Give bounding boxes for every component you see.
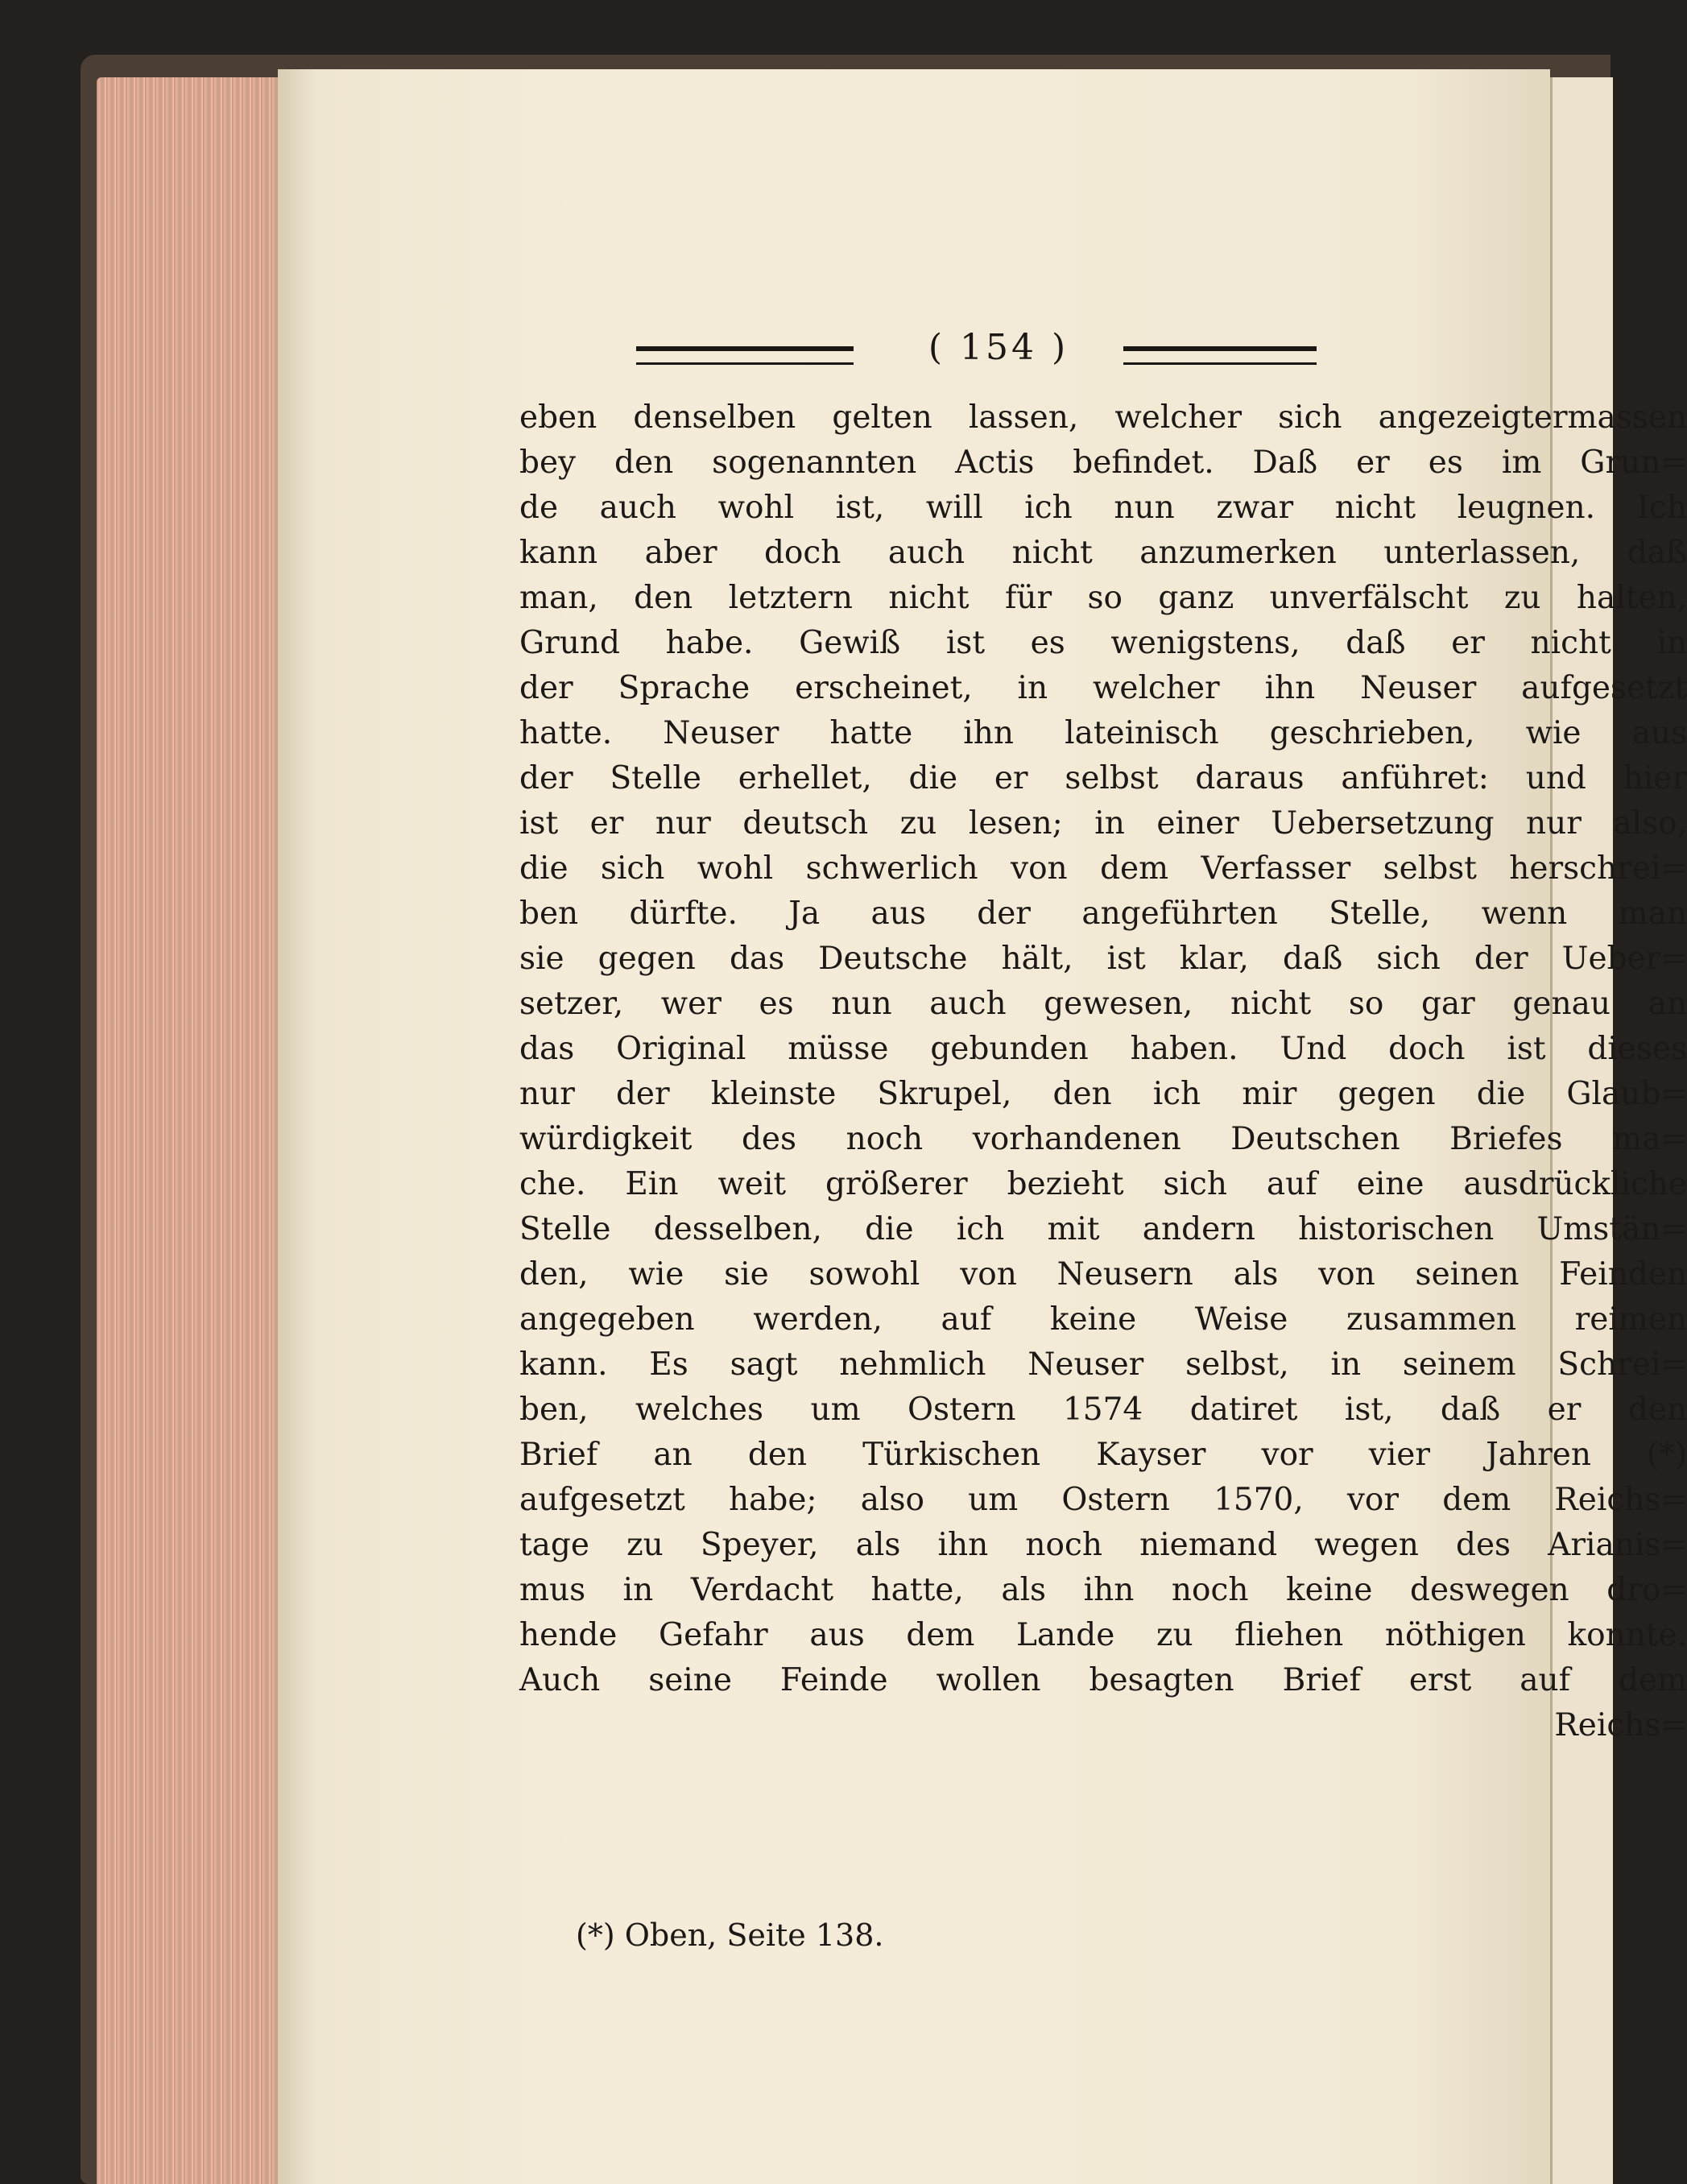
text-line: Auch seine Feinde wollen besagten Brief erst auf dem bbox=[519, 1662, 1687, 1698]
text-line: de auch wohl ist, will ich nun zwar nicht leugnen. Ich bbox=[519, 490, 1687, 526]
body-text bbox=[519, 395, 1687, 1748]
text-line: ben dürfte. Ja aus der angeführten Stelle, wenn man bbox=[519, 896, 1687, 932]
text-line: tage zu Speyer, als ihn noch niemand wegen des Arianis= bbox=[519, 1527, 1687, 1563]
text-line: Stelle desselben, die ich mit andern historischen Umstän= bbox=[519, 1211, 1687, 1247]
footnote: (*) Oben, Seite 138. bbox=[576, 1917, 884, 1953]
text-line: würdigkeit des noch vorhandenen Deutschen Briefes ma= bbox=[519, 1121, 1687, 1157]
text-line: man, den letztern nicht für so ganz unverfälscht zu halten, bbox=[519, 580, 1687, 616]
text-line: das Original müsse gebunden haben. Und doch ist dieses bbox=[519, 1031, 1687, 1067]
page-edges bbox=[97, 77, 290, 2184]
text-line: sie gegen das Deutsche hält, ist klar, daß sich der Ueber= bbox=[519, 941, 1687, 977]
book-page bbox=[278, 69, 1687, 2184]
text-line: bey den sogenannten Actis befindet. Daß er es im Grun= bbox=[519, 445, 1687, 481]
text-line: nur der kleinste Skrupel, den ich mir gegen die Glaub= bbox=[519, 1076, 1687, 1112]
page-header bbox=[278, 327, 1550, 383]
text-line: hende Gefahr aus dem Lande zu fliehen nöthigen konnte. bbox=[519, 1617, 1687, 1653]
text-line: angegeben werden, auf keine Weise zusammen reimen bbox=[519, 1301, 1687, 1338]
text-line: den, wie sie sowohl von Neusern als von seinen Feinden bbox=[519, 1256, 1687, 1293]
text-line: hatte. Neuser hatte ihn lateinisch geschrieben, wie aus bbox=[519, 715, 1687, 751]
page-number: ( 154 ) bbox=[928, 327, 1069, 368]
header-rule-right bbox=[1123, 346, 1317, 365]
text-line: setzer, wer es nun auch gewesen, nicht so gar genau an bbox=[519, 986, 1687, 1022]
text-line: der Stelle erhellet, die er selbst daraus anführet: und hier bbox=[519, 760, 1687, 796]
text-line: der Sprache erscheinet, in welcher ihn Neuser aufgesetzt bbox=[519, 670, 1687, 706]
text-line: aufgesetzt habe; also um Ostern 1570, vor dem Reichs= bbox=[519, 1482, 1687, 1518]
catchword: Reichs= bbox=[1554, 1707, 1687, 1743]
text-line: che. Ein weit größerer bezieht sich auf eine ausdrückliche bbox=[519, 1166, 1687, 1202]
text-line: Brief an den Türkischen Kayser vor vier Jahren (*) bbox=[519, 1437, 1687, 1473]
text-line: ist er nur deutsch zu lesen; in einer Uebersetzung nur also, bbox=[519, 805, 1687, 842]
text-line: kann aber doch auch nicht anzumerken unterlassen, daß bbox=[519, 535, 1687, 571]
header-rule-left bbox=[636, 346, 854, 365]
text-line: kann. Es sagt nehmlich Neuser selbst, in seinem Schrei= bbox=[519, 1346, 1687, 1383]
text-line: Grund habe. Gewiß ist es wenigstens, daß er nicht in bbox=[519, 625, 1687, 661]
text-line: die sich wohl schwerlich von dem Verfasser selbst herschrei= bbox=[519, 850, 1687, 887]
text-line: mus in Verdacht hatte, als ihn noch keine deswegen dro= bbox=[519, 1572, 1687, 1608]
text-line: eben denselben gelten lassen, welcher sich angezeigtermassen bbox=[519, 399, 1687, 436]
text-line: ben, welches um Ostern 1574 datiret ist, daß er den bbox=[519, 1392, 1687, 1428]
